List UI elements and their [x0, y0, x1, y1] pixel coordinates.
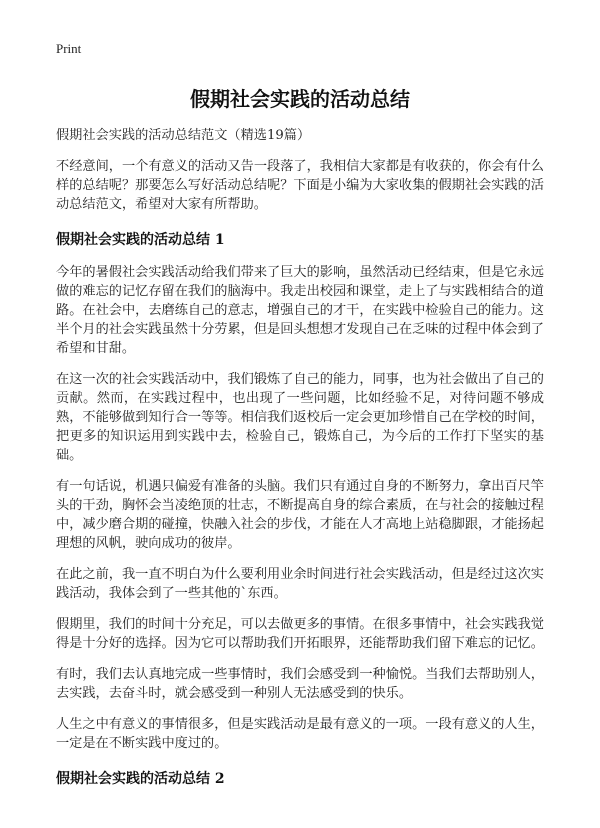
section-heading-2: 假期社会实践的活动总结 2 [56, 771, 225, 787]
page-title: 假期社会实践的活动总结 [190, 87, 410, 111]
section-1-paragraph-5: 假期里，我们的时间十分充足，可以去做更多的事情。在很多事情中，社会实践我觉得是十分好的选择。因为它可以帮助我们开拓眼界，还能帮助我们留下难忘的记忆。 [56, 617, 544, 651]
section-1-paragraph-7: 人生之中有意义的事情很多，但是实践活动是最有意义的一项。一段有意义的人生，一定是在不断实践中度过的。 [56, 717, 544, 751]
document-subtitle: 假期社会实践的活动总结范文（精选19篇） [56, 128, 311, 143]
section-1-paragraph-2: 在这一次的社会实践活动中，我们锻炼了自己的能力，同事，也为社会做出了自己的贡献。然而，在实践过程中，也出现了一些问题，比如经验不足，对待问题不够成熟，不能够做到知行合一等等。相信我们返校后一定会更加珍惜自己在学校的时间，把更多的知识运用到实践中去，检验自己，锻炼自己，为今后的工作打下坚实的基础。 [56, 372, 544, 463]
section-1-paragraph-3: 有一句话说，机遇只偏爱有准备的头脑。我们只有通过自身的不断努力，拿出百尺竿头的干劲，胸怀会当凌绝顶的壮志，不断提高自身的综合素质，在与社会的接触过程中，减少磨合期的碰撞，快融入社会的步伐，才能在人才高地上站稳脚跟，才能扬起理想的风帆，驶向成功的彼岸。 [56, 479, 544, 551]
section-1-paragraph-6: 有时，我们去认真地完成一些事情时，我们会感受到一种愉悦。当我们去帮助别人，去实践，去奋斗时，就会感受到一种别人无法感受到的快乐。 [56, 667, 544, 701]
section-1-paragraph-1: 今年的暑假社会实践活动给我们带来了巨大的影响，虽然活动已经结束，但是它永远做的难忘的记忆存留在我们的脑海中。我走出校园和课堂，走上了与实践相结合的道路。在社会中，去磨练自己的意志，增强自己的才干，在实践中检验自己的能力。这半个月的社会实践虽然十分劳累，但是回头想想才发现自己在乏味的过程中体会到了希望和甘甜。 [56, 265, 544, 356]
section-1-paragraph-4: 在此之前，我一直不明白为什么要利用业余时间进行社会实践活动，但是经过这次实践活动，我体会到了一些其他的`东西。 [56, 567, 544, 601]
print-link[interactable]: Print [56, 41, 82, 56]
intro-paragraph: 不经意间，一个有意义的活动又告一段落了，我相信大家都是有收获的，你会有什么样的总结呢？那要怎么写好活动总结呢？下面是小编为大家收集的假期社会实践的活动总结范文，希望对大家有所帮助。 [56, 159, 544, 212]
section-heading-1: 假期社会实践的活动总结 1 [56, 232, 225, 248]
